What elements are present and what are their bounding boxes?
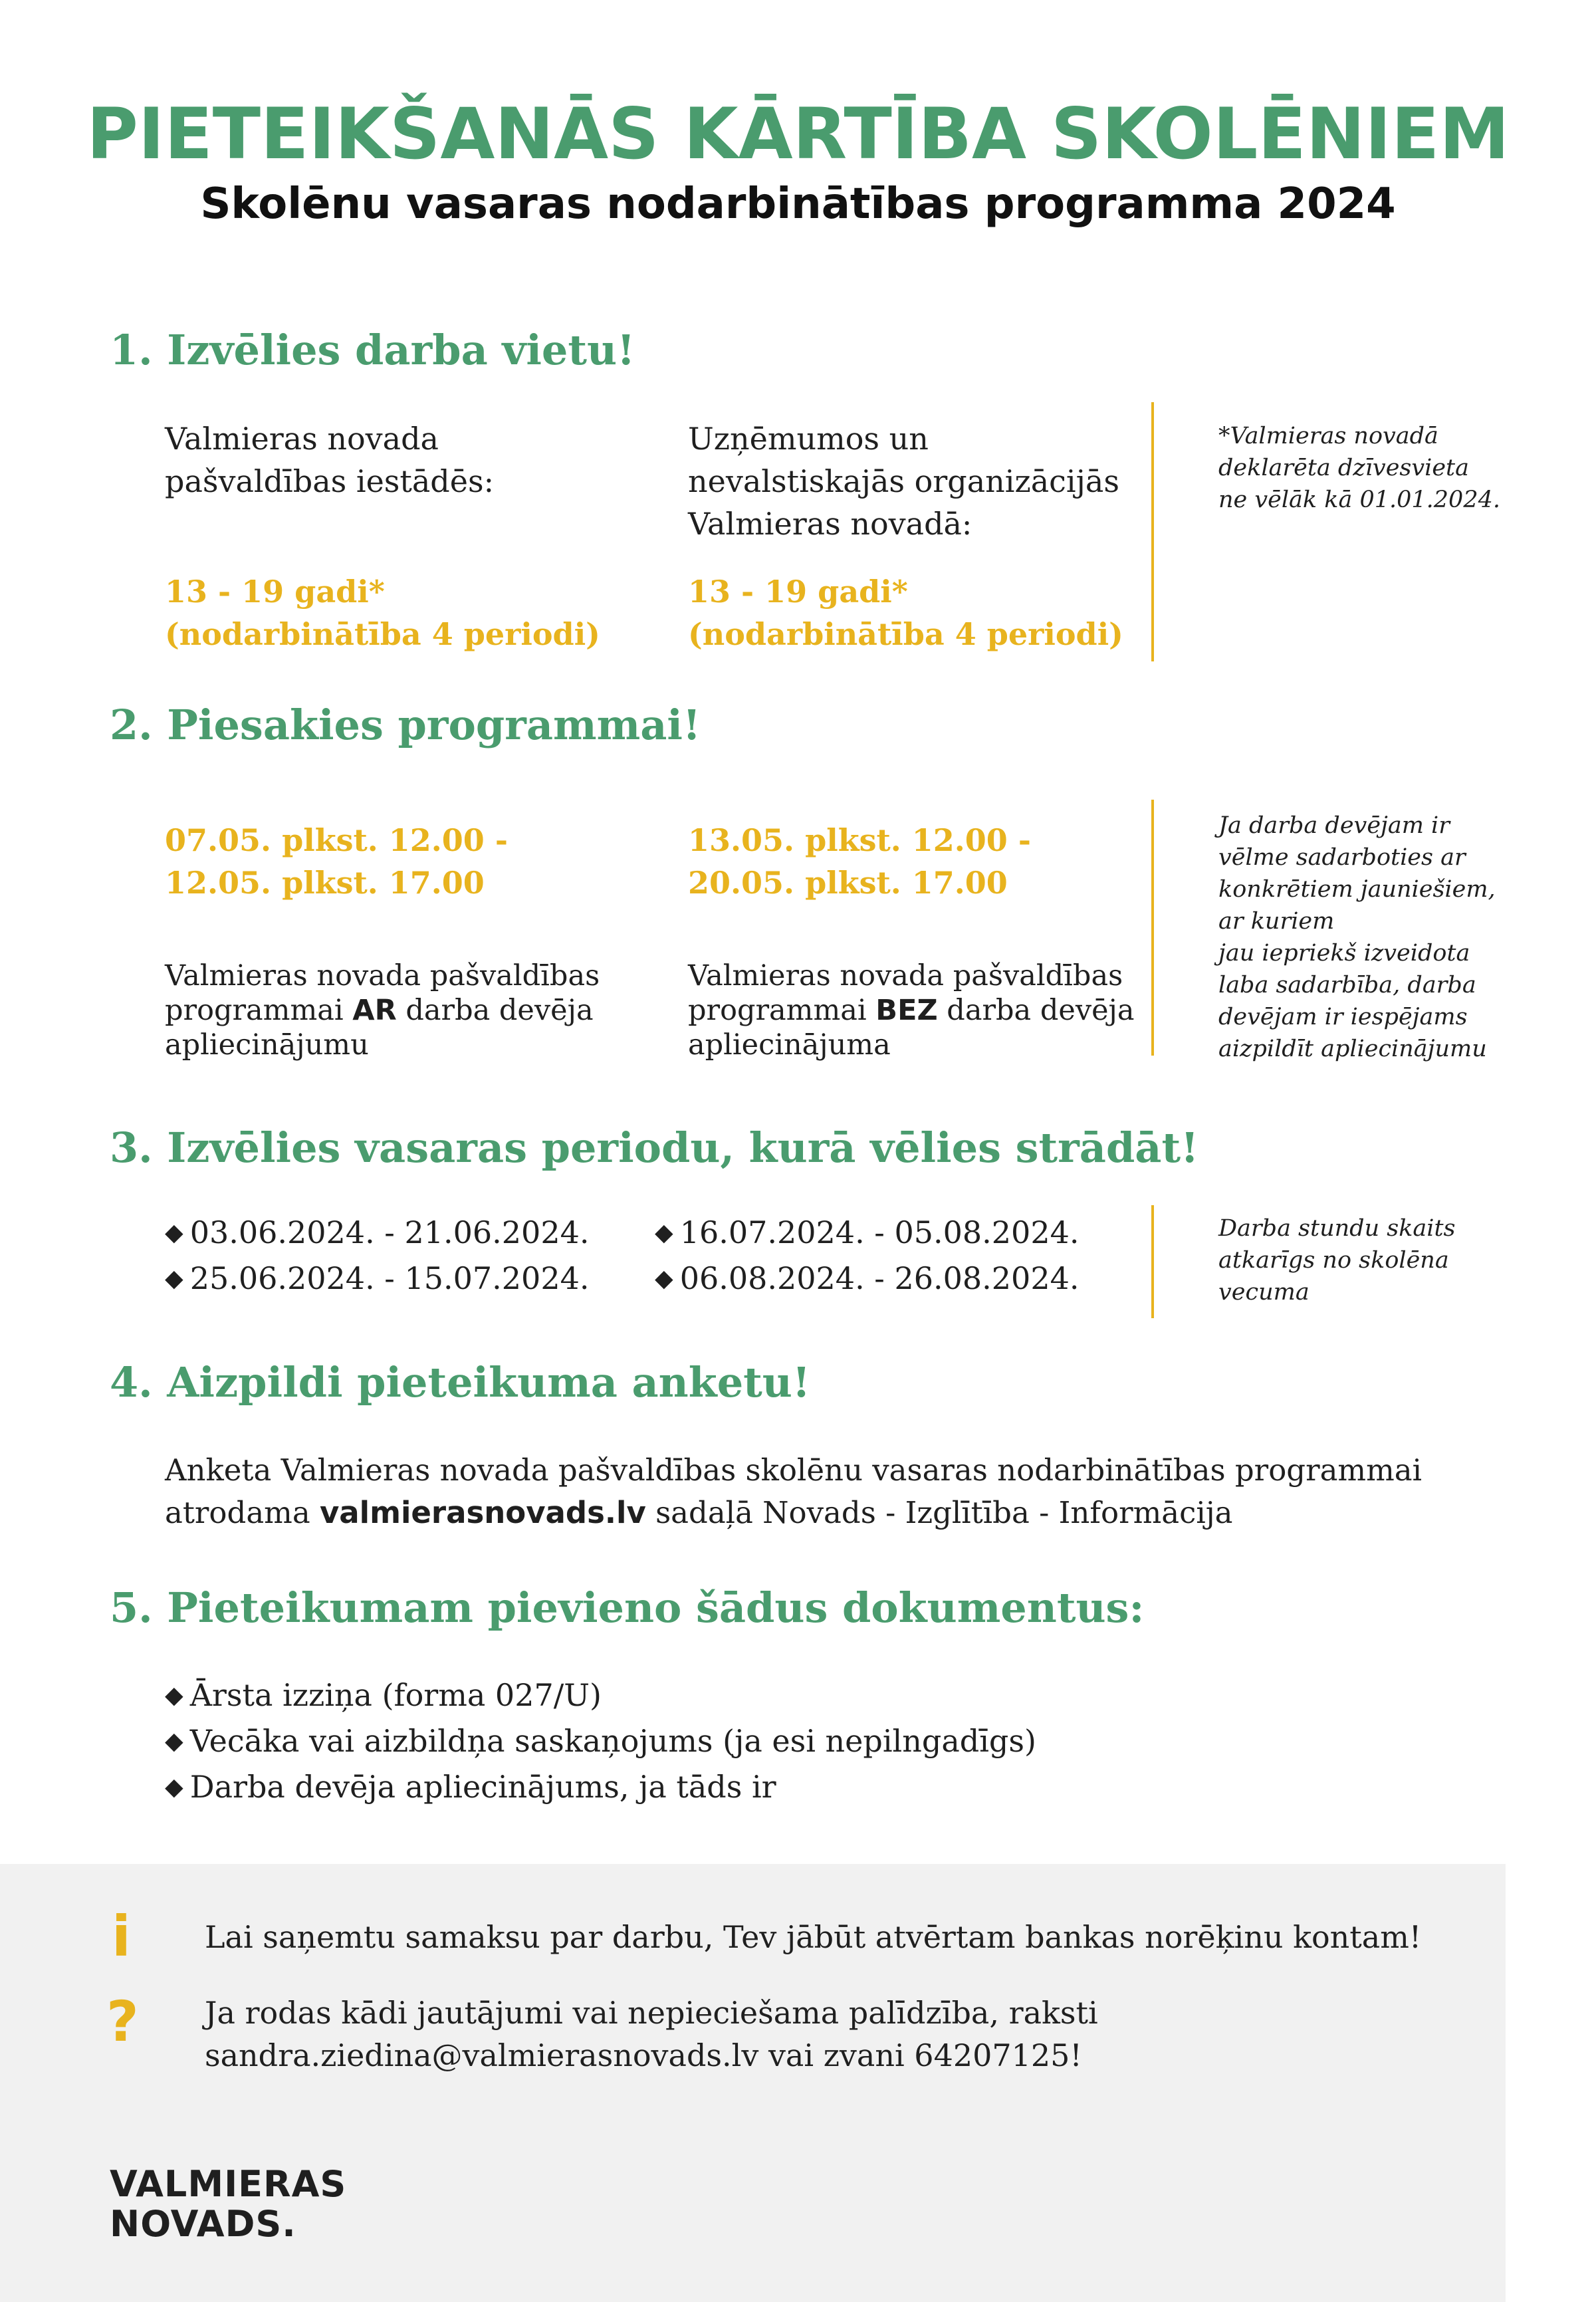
step1-col2-periods: (nodarbinātība 4 periodi)	[688, 616, 1123, 652]
period-item: ◆ 06.08.2024. - 26.08.2024.	[655, 1257, 1079, 1303]
step1-col1	[165, 417, 494, 503]
step2-col2-text	[688, 959, 1135, 1062]
footer-panel	[0, 1864, 1506, 2302]
info-icon: i	[112, 1904, 131, 1969]
step3-note-line: Darba stundu skaits	[1218, 1215, 1456, 1242]
document-item: ◆ Ārsta izziņa (forma 027/U)	[165, 1674, 1036, 1720]
step2-note-line: laba sadarbība, darba	[1218, 972, 1476, 998]
step1-col1-age: 13 - 19 gadi*	[165, 574, 385, 610]
step3-note-line: vecuma	[1218, 1279, 1310, 1306]
step1-note-line2: deklarēta dzīvesvieta	[1218, 455, 1469, 481]
step2-note-line: aizpildīt apliecinājumu	[1218, 1036, 1487, 1062]
step2-note	[1218, 810, 1496, 1065]
step1-col1-periods: (nodarbinātība 4 periodi)	[165, 616, 600, 652]
step1-col2-age: 13 - 19 gadi*	[688, 574, 908, 610]
step2-note-line: Ja darba devējam ir	[1218, 812, 1450, 839]
info-text: Lai saņemtu samaksu par darbu, Tev jābūt atvērtam bankas norēķinu kontam!	[205, 1919, 1422, 1955]
divider-line	[1151, 402, 1154, 661]
step4-line2-post: sadaļā Novads - Izglītība - Informācija	[645, 1495, 1233, 1530]
documents-list	[165, 1674, 1036, 1811]
period-item: ◆ 03.06.2024. - 21.06.2024.	[165, 1211, 589, 1257]
step1-heading: 1. Izvēlies darba vietu!	[110, 326, 635, 374]
step2-col1-dates	[165, 819, 508, 904]
step1-note-line3: ne vēlāk kā 01.01.2024.	[1218, 487, 1500, 513]
step5-heading: 5. Pieteikumam pievieno šādus dokumentus:	[110, 1583, 1145, 1632]
step2-note-line: ar kuriem	[1218, 908, 1335, 935]
step2-col1-text2-post: darba devēja	[396, 994, 594, 1027]
step2-heading: 2. Piesakies programmai!	[110, 701, 701, 749]
step2-col1-text2-pre: programmai	[165, 994, 353, 1027]
step2-col1-text2	[165, 993, 600, 1028]
page-title: PIETEIKŠANĀS KĀRTĪBA SKOLĒNIEM	[86, 93, 1510, 175]
step1-col2-eligibility	[688, 570, 1123, 655]
periods-list-left	[165, 1211, 589, 1303]
step3-heading: 3. Izvēlies vasaras periodu, kurā vēlies strādāt!	[110, 1123, 1199, 1172]
step2-col1-date2: 12.05. plkst. 17.00	[165, 865, 485, 901]
step1-note-line1: *Valmieras novadā	[1218, 423, 1438, 449]
ar-label: AR	[352, 994, 397, 1027]
step1-col1-eligibility	[165, 570, 600, 655]
document-item: ◆ Darba devēja apliecinājums, ja tāds ir	[165, 1766, 1036, 1811]
step2-col1-text	[165, 959, 600, 1062]
question-text	[205, 1992, 1098, 2077]
step2-col2-date1: 13.05. plkst. 12.00 -	[688, 822, 1031, 858]
step2-note-line: jau iepriekš izveidota	[1218, 940, 1470, 967]
step2-note-line: konkrētiem jauniešiem,	[1218, 876, 1496, 903]
step4-line1: Anketa Valmieras novada pašvaldības skolēnu vasaras nodarbinātības programmai	[165, 1452, 1422, 1488]
period-item: ◆ 16.07.2024. - 05.08.2024.	[655, 1211, 1079, 1257]
step4-line2	[165, 1492, 1422, 1534]
step2-col2-date2: 20.05. plkst. 17.00	[688, 865, 1008, 901]
period-item: ◆ 25.06.2024. - 15.07.2024.	[165, 1257, 589, 1303]
step2-note-line: devējam ir iespējams	[1218, 1004, 1468, 1030]
page-subtitle: Skolēnu vasaras nodarbinātības programma 2024	[200, 179, 1396, 229]
step2-col2-text3: apliecinājuma	[688, 1028, 891, 1062]
step1-col2-line2: nevalstiskajās organizācijās	[688, 463, 1119, 499]
step2-col2-text1: Valmieras novada pašvaldības	[688, 959, 1123, 992]
step2-col1-date1: 07.05. plkst. 12.00 -	[165, 822, 508, 858]
question-line2[interactable]: sandra.ziedina@valmierasnovads.lv vai zvani 64207125!	[205, 2037, 1082, 2073]
bez-label: BEZ	[875, 994, 938, 1027]
step3-note-line: atkarīgs no skolēna	[1218, 1247, 1449, 1274]
divider-line	[1151, 800, 1154, 1056]
question-icon: ?	[106, 1989, 139, 2054]
website-link[interactable]: valmierasnovads.lv	[319, 1495, 646, 1530]
step1-col2-line1: Uzņēmumos un	[688, 421, 929, 457]
step2-col2-text2	[688, 993, 1135, 1028]
periods-list-right	[655, 1211, 1079, 1303]
step1-note	[1218, 420, 1500, 516]
step4-body	[165, 1449, 1422, 1534]
step1-col2-line3: Valmieras novadā:	[688, 506, 972, 542]
step1-col2	[688, 417, 1119, 545]
step1-col1-line2: pašvaldības iestādēs:	[165, 463, 495, 499]
question-line1: Ja rodas kādi jautājumi vai nepieciešama palīdzība, raksti	[205, 1995, 1098, 2031]
step2-col2-text2-pre: programmai	[688, 994, 876, 1027]
step2-col2-dates	[688, 819, 1031, 904]
step2-col1-text1: Valmieras novada pašvaldības	[165, 959, 600, 992]
step2-col1-text3: apliecinājumu	[165, 1028, 369, 1062]
divider-line	[1151, 1205, 1154, 1318]
document-item: ◆ Vecāka vai aizbildņa saskaņojums (ja esi nepilngadīgs)	[165, 1720, 1036, 1766]
valmieras-novads-logo	[110, 2164, 346, 2244]
step4-heading: 4. Aizpildi pieteikuma anketu!	[110, 1358, 811, 1407]
logo-line2: NOVADS.	[110, 2203, 296, 2245]
step3-note	[1218, 1212, 1456, 1308]
step2-col2-text2-post: darba devēja	[937, 994, 1135, 1027]
step1-col1-line1: Valmieras novada	[165, 421, 439, 457]
step2-note-line: vēlme sadarboties ar	[1218, 844, 1466, 871]
logo-line1: VALMIERAS	[110, 2163, 347, 2205]
step4-line2-pre: atrodama	[165, 1495, 320, 1530]
